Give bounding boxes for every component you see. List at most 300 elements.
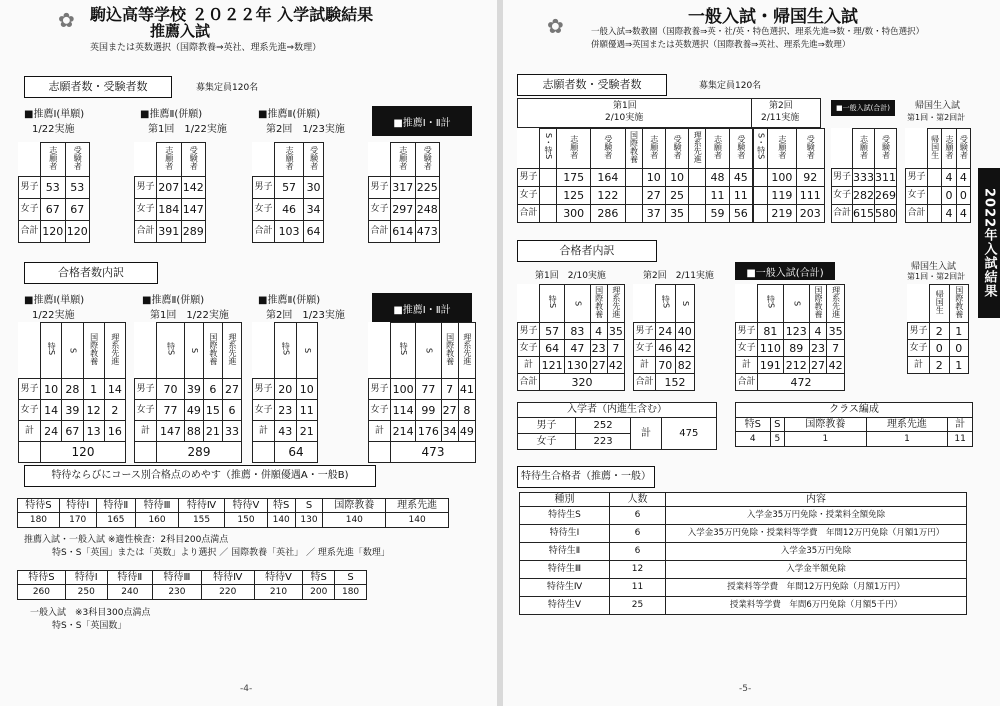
enrolled-title: 入学者（内進生含む） [517, 402, 717, 418]
column-header: S [295, 499, 323, 513]
row-label: 計 [369, 421, 391, 442]
total-row [19, 442, 126, 463]
table-row [19, 421, 126, 442]
column-header [41, 143, 66, 177]
column-header [83, 323, 104, 379]
table-row [253, 221, 324, 243]
spacer-cell [625, 169, 642, 187]
value-cell: 1 [866, 432, 948, 447]
value-cell: 82 [675, 357, 695, 374]
value-cell: 142 [181, 177, 206, 199]
row-label: 男子 [518, 169, 540, 187]
column-header: 国際教養 [323, 499, 386, 513]
value-cell: 53 [65, 177, 90, 199]
table-row [906, 187, 971, 205]
corner-cell [369, 143, 391, 177]
value-cell: 特待生Ⅳ [520, 579, 610, 597]
value-cell: 473 [415, 221, 440, 243]
table-row [518, 323, 625, 340]
table-row [19, 400, 126, 421]
passers-table [18, 322, 126, 463]
row-label-empty [253, 442, 275, 463]
column-header-text: 受験者 [603, 134, 613, 159]
value-cell: 130 [295, 513, 323, 528]
round2-passers-table [633, 284, 695, 391]
value-cell: 34 [304, 199, 324, 221]
value-cell: 7 [607, 340, 624, 357]
row-label: 男子 [253, 379, 275, 400]
table-row [754, 205, 825, 223]
page-title: 駒込高等学校 ２０２２年 入学試験結果 [90, 5, 374, 24]
column-header [157, 323, 185, 379]
value-cell: 92 [796, 169, 824, 187]
total-passers-table [735, 284, 845, 391]
spacer-cell [689, 205, 706, 223]
column-header [665, 129, 688, 169]
row-label: 女子 [908, 340, 930, 357]
table-header-row [135, 323, 242, 379]
table-header-row [18, 499, 449, 513]
group-title-total: ■推薦Ⅰ・Ⅱ計 [372, 293, 472, 323]
page-number: -4- [240, 684, 253, 694]
value-cell: 授業料等学費 年間6万円免除（月額5千円） [666, 597, 967, 615]
table-row [736, 340, 845, 357]
value-cell: 165 [96, 513, 136, 528]
value-cell: 191 [758, 357, 784, 374]
column-header-text: 国際教養 [954, 285, 964, 318]
column-header: 特待Ⅲ [136, 499, 179, 513]
table-row [253, 421, 318, 442]
column-header: 特S [736, 418, 771, 432]
table-row [253, 379, 318, 400]
value-cell: 27 [441, 400, 458, 421]
spacer-cell [540, 187, 557, 205]
table-row [518, 169, 753, 187]
column-header: 特待Ⅴ [225, 499, 268, 513]
corner-cell [135, 143, 157, 177]
value-cell: 4 [956, 205, 970, 223]
row-label: 女子 [906, 187, 928, 205]
value-cell: 11 [296, 400, 318, 421]
value-cell: 89 [783, 340, 809, 357]
corner-cell [736, 285, 758, 323]
value-cell: 24 [41, 421, 62, 442]
corner-cell [19, 323, 41, 379]
table-row [832, 187, 897, 205]
value-cell: 4 [956, 169, 970, 187]
value-cell: 219 [768, 205, 796, 223]
column-header-text: S・特S [756, 133, 766, 160]
value-cell: 214 [391, 421, 416, 442]
table-header-row [19, 323, 126, 379]
returnee-passers-table [907, 284, 969, 374]
value-cell: 2 [930, 323, 950, 340]
value-cell: 56 [729, 205, 752, 223]
column-header-text: 国際教養 [629, 130, 639, 163]
group-title: ■推薦Ⅰ(単願) [24, 109, 85, 120]
column-header [796, 129, 824, 169]
row-label: 女子 [518, 434, 576, 450]
cutoff-box: 特待ならびにコース別合格点のめやす（推薦・併願優遇A・一般B) [24, 465, 376, 487]
value-cell: 289 [181, 221, 206, 243]
value-cell: 4 [942, 169, 956, 187]
value-cell: 83 [565, 323, 590, 340]
exam-note-2: 併願優遇⇒英国または英数選択（国際教養⇒英社、理系先進⇒数理） [591, 40, 851, 50]
row-label: 女子 [135, 400, 157, 421]
value-cell: 252 [575, 418, 630, 434]
column-header-text: 志願者 [777, 134, 787, 159]
column-header-text: S [189, 347, 199, 353]
applicants-table [18, 142, 90, 243]
row-label: 男子 [518, 323, 540, 340]
column-header: 特待Ⅳ [178, 499, 224, 513]
cutoff-table-2 [17, 570, 367, 600]
column-header-text: 特S [47, 341, 57, 356]
column-header [275, 323, 297, 379]
column-header [296, 323, 318, 379]
row-label: 男子 [19, 177, 41, 199]
value-cell: 260 [18, 585, 66, 600]
column-header [157, 143, 182, 177]
value-cell: 11 [948, 432, 973, 447]
column-header-text: 理系先進 [831, 285, 841, 318]
value-cell: 614 [391, 221, 416, 243]
cutoff-note-3: 一般入試 ※3科目300点満点 [30, 608, 151, 618]
year-side-tab: 2022年入試結果 [978, 168, 1000, 318]
column-header: 種別 [520, 493, 610, 507]
value-cell: 23 [591, 341, 606, 355]
applicants-box: 志願者数・受験者数 [517, 74, 667, 96]
row-label: 合計 [135, 221, 157, 243]
value-cell: 6 [610, 525, 666, 543]
table-row [832, 205, 897, 223]
value-cell: 580 [875, 205, 897, 223]
column-header: 理系先進 [866, 418, 948, 432]
sum-value: 475 [661, 418, 716, 450]
column-header [391, 143, 416, 177]
table-row [19, 379, 126, 400]
group-title: ■推薦Ⅱ(併願) [258, 295, 321, 306]
value-cell: 64 [540, 340, 565, 357]
spacer-cell [540, 205, 557, 223]
scholar-box: 特待生合格者（推薦・一般） [517, 466, 655, 488]
corner-cell [518, 285, 540, 323]
applicants-table [252, 142, 324, 243]
passers-table [368, 322, 476, 463]
value-cell: 特待生S [520, 507, 610, 525]
column-header-text: 理系先進 [693, 130, 703, 163]
column-header [625, 129, 642, 169]
value-cell: 77 [157, 400, 185, 421]
value-cell: 授業料等学費 年間12万円免除（月額1万円） [666, 579, 967, 597]
table-row [736, 357, 845, 374]
value-cell: 23 [811, 341, 826, 355]
value-cell: 30 [304, 177, 324, 199]
corner-cell [253, 323, 275, 379]
value-cell: 7 [441, 379, 458, 400]
value-cell: 0 [956, 187, 970, 205]
round2-date: 2/11実施 [761, 113, 800, 123]
spacer-cell [689, 169, 706, 187]
table-row [908, 357, 969, 374]
group-title-total: ■推薦Ⅰ・Ⅱ計 [372, 106, 472, 136]
value-cell: 180 [335, 585, 367, 600]
row-label: 男子 [518, 418, 576, 434]
value-cell: 20 [275, 379, 297, 400]
column-header-text: 志願者 [944, 134, 954, 159]
value-cell: 123 [783, 323, 809, 340]
column-header-text: 受験者 [189, 145, 199, 170]
column-header-text: S [68, 347, 78, 353]
value-cell: 269 [875, 187, 897, 205]
table-row [520, 579, 967, 597]
value-cell: 47 [565, 340, 590, 357]
classes-title: クラス編成 [735, 402, 973, 418]
column-header: 特待S [18, 499, 60, 513]
column-header [956, 129, 970, 169]
value-cell: 28 [62, 379, 83, 400]
round1-passers-table [517, 284, 625, 391]
column-header-text: 国際教養 [208, 332, 218, 365]
spacer-cell [754, 187, 768, 205]
value-cell: 120 [41, 221, 66, 243]
column-header [875, 129, 897, 169]
row-label: 計 [736, 357, 758, 374]
value-cell: 333 [853, 169, 875, 187]
row-label: 男子 [908, 323, 930, 340]
corner-cell [832, 129, 853, 169]
value-cell: 49 [184, 400, 203, 421]
value-cell: 175 [557, 169, 591, 187]
group-date: 第1回 1/22実施 [150, 310, 229, 321]
value-cell: 180 [18, 513, 60, 528]
table-row [518, 340, 625, 357]
corner-cell [518, 129, 540, 169]
value-cell: 282 [853, 187, 875, 205]
value-cell: 11 [610, 579, 666, 597]
spacer-cell [540, 169, 557, 187]
value-cell: 317 [391, 177, 416, 199]
value-cell: 1 [785, 432, 867, 447]
column-header [458, 323, 475, 379]
column-header: 特待Ⅱ [96, 499, 136, 513]
round1-applicants-table [517, 128, 753, 223]
table-row [736, 323, 845, 340]
column-header [853, 129, 875, 169]
value-cell: 240 [107, 585, 152, 600]
table-row [520, 597, 967, 615]
value-cell: 220 [201, 585, 254, 600]
column-header-text: S [302, 347, 312, 353]
value-cell: 35 [665, 205, 688, 223]
value-cell: 311 [875, 169, 897, 187]
value-cell: 42 [675, 340, 695, 357]
row-label: 計 [634, 357, 656, 374]
value-cell: 615 [853, 205, 875, 223]
value-cell: 6 [610, 543, 666, 561]
column-header-text: 受験者 [959, 134, 969, 159]
column-header-text: 特S [281, 341, 291, 356]
returnee-sublabel: 第1回・第2回計 [907, 113, 966, 122]
table-header-row [518, 129, 753, 169]
row-label: 計 [908, 357, 930, 374]
row-label: 女子 [518, 340, 540, 357]
value-cell: 140 [267, 513, 295, 528]
column-header: 特待Ⅳ [201, 571, 254, 585]
row-label: 計 [518, 357, 540, 374]
value-cell: 53 [41, 177, 66, 199]
corner-cell [634, 285, 656, 323]
school-logo-icon: ✿ [58, 8, 75, 32]
column-header [540, 285, 565, 323]
value-cell: 184 [157, 199, 182, 221]
row-label: 合計 [19, 221, 41, 243]
group-date: 第1回 1/22実施 [148, 124, 227, 135]
column-header-text: 受験者 [73, 145, 83, 170]
column-header [768, 129, 796, 169]
table-header-row [518, 285, 625, 323]
value-cell: 200 [303, 585, 335, 600]
column-header-text: 受験者 [673, 134, 683, 159]
table-row [906, 169, 971, 187]
table-row [18, 585, 367, 600]
value-cell: 150 [225, 513, 268, 528]
corner-cell [253, 143, 275, 177]
column-header-text: 受験者 [881, 134, 891, 159]
column-header [62, 323, 83, 379]
row-label: 合計 [634, 374, 656, 391]
value-cell: 297 [391, 199, 416, 221]
value-cell: 57 [275, 177, 304, 199]
value-cell: 12 [83, 400, 104, 421]
value-cell: 103 [275, 221, 304, 243]
row-label: 男子 [253, 177, 275, 199]
group-title: ■推薦Ⅱ(併願) [142, 295, 205, 306]
spacer-cell [928, 187, 942, 205]
value-cell: 6 [610, 507, 666, 525]
column-header [758, 285, 784, 323]
table-row [135, 400, 242, 421]
value-cell: 4 [590, 323, 607, 340]
table-row [520, 507, 967, 525]
table-header-row [736, 285, 845, 323]
column-header [557, 129, 591, 169]
table-header-row [520, 493, 967, 507]
table-row [634, 340, 695, 357]
column-header [642, 129, 665, 169]
column-header-text: 特S [399, 341, 409, 356]
total-cell: 289 [157, 442, 242, 463]
column-header-text: S [424, 347, 434, 353]
page-number: -5- [739, 684, 752, 694]
column-header: 特待Ⅴ [254, 571, 303, 585]
corner-cell [906, 129, 928, 169]
value-cell: 125 [557, 187, 591, 205]
value-cell: 140 [323, 513, 386, 528]
cutoff-table-1 [17, 498, 449, 528]
value-cell: 176 [416, 421, 441, 442]
table-header-row [369, 323, 476, 379]
total-row [634, 374, 695, 391]
spacer-cell [928, 205, 942, 223]
value-cell: 140 [386, 513, 449, 528]
column-header-text: 特S [661, 294, 671, 309]
value-cell: 23 [275, 400, 297, 421]
column-header [827, 285, 845, 323]
value-cell: 111 [796, 187, 824, 205]
value-cell: 25 [665, 187, 688, 205]
table-row [135, 221, 206, 243]
row-label: 女子 [253, 400, 275, 421]
table-row [518, 418, 717, 434]
row-label-empty [135, 442, 157, 463]
value-cell: 147 [181, 199, 206, 221]
row-label: 女子 [19, 199, 41, 221]
column-header [184, 323, 203, 379]
value-cell: 130 [565, 357, 590, 374]
row-label: 合計 [906, 205, 928, 223]
table-row [908, 340, 969, 357]
returnee-applicants-table [905, 128, 971, 223]
table-row [253, 199, 324, 221]
table-row [135, 199, 206, 221]
value-cell: 特待生Ⅴ [520, 597, 610, 615]
row-label: 女子 [832, 187, 853, 205]
column-header-text: 帰国生 [935, 289, 945, 314]
column-header-text: 国際教養 [445, 332, 455, 365]
value-cell: 14 [41, 400, 62, 421]
value-cell: 39 [184, 379, 203, 400]
round2-applicants-table [753, 128, 825, 223]
value-cell: 15 [203, 400, 222, 421]
value-cell: 41 [458, 379, 475, 400]
value-cell: 入学金35万円免除 [666, 543, 967, 561]
spacer-cell [689, 187, 706, 205]
value-cell: 4 [942, 205, 956, 223]
value-cell: 特待生Ⅲ [520, 561, 610, 579]
table-row [19, 221, 90, 243]
left-page [0, 0, 497, 706]
column-header [540, 129, 557, 169]
column-header [706, 129, 729, 169]
row-label: 男子 [906, 169, 928, 187]
table-row [253, 177, 324, 199]
value-cell: 203 [796, 205, 824, 223]
column-header: 特S [267, 499, 295, 513]
column-header [930, 285, 950, 323]
column-header-text: 受験者 [736, 134, 746, 159]
column-header [729, 129, 752, 169]
row-label: 合計 [518, 374, 540, 391]
column-header-text: 志願者 [713, 134, 723, 159]
table-row [634, 323, 695, 340]
value-cell: 14 [104, 379, 125, 400]
value-cell: 99 [416, 400, 441, 421]
row-label: 計 [135, 421, 157, 442]
enrolled-table [517, 417, 717, 450]
value-cell: 27 [642, 187, 665, 205]
column-header-text: S・特S [544, 133, 554, 160]
table-row [369, 400, 476, 421]
value-cell: 27 [591, 358, 606, 372]
column-header-text: 志願者 [649, 134, 659, 159]
value-cell: 特待生Ⅰ [520, 525, 610, 543]
value-cell: 46 [275, 199, 304, 221]
column-header: 計 [948, 418, 973, 432]
applicants-table [368, 142, 440, 243]
table-row [634, 357, 695, 374]
value-cell: 70 [656, 357, 676, 374]
